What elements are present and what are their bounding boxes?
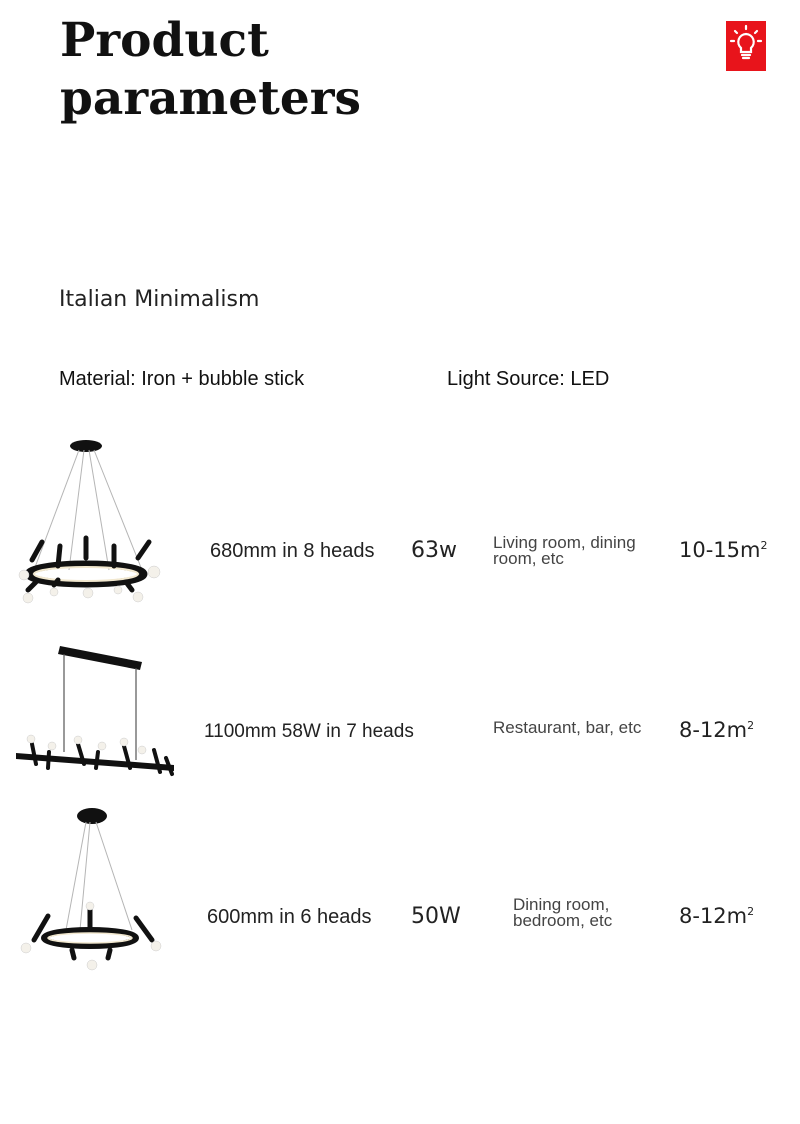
material-spec: Material: Iron + bubble stick: [59, 368, 305, 390]
area-value: 8-12m: [679, 904, 748, 928]
product-size: 600mm in 6 heads: [207, 906, 372, 928]
area-unit-exponent: 2: [747, 719, 755, 732]
lightbulb-icon: [726, 21, 766, 71]
product-usage: Restaurant, bar, etc: [493, 718, 642, 737]
round-chandelier-8-heads: [14, 430, 169, 605]
title-line-2: parameters: [60, 71, 362, 126]
brand-badge: [726, 21, 766, 71]
product-power: 50W: [411, 904, 461, 929]
title-line-1: Product: [60, 13, 269, 68]
style-name: Italian Minimalism: [59, 287, 260, 312]
round-chandelier-6-heads: [14, 800, 169, 975]
product-row: [0, 640, 800, 790]
area-unit-exponent: 2: [760, 539, 768, 552]
product-usage: Dining room, bedroom, etc: [513, 895, 613, 930]
product-row: [0, 800, 800, 980]
product-row: [0, 430, 800, 610]
product-area: [679, 904, 754, 928]
area-unit-exponent: 2: [747, 905, 755, 918]
product-area: [679, 538, 767, 562]
product-size: 1100mm 58W in 7 heads: [204, 721, 414, 742]
product-usage: Living room, dining room, etc: [493, 533, 636, 568]
area-value: 8-12m: [679, 718, 748, 742]
light-source-spec: Light Source: LED: [447, 368, 610, 390]
product-power: 63w: [411, 538, 457, 563]
product-size: 680mm in 8 heads: [210, 540, 375, 562]
linear-chandelier-7-heads: [14, 640, 179, 785]
page-title: [60, 12, 361, 128]
product-area: [679, 718, 754, 742]
area-value: 10-15m: [679, 538, 761, 562]
